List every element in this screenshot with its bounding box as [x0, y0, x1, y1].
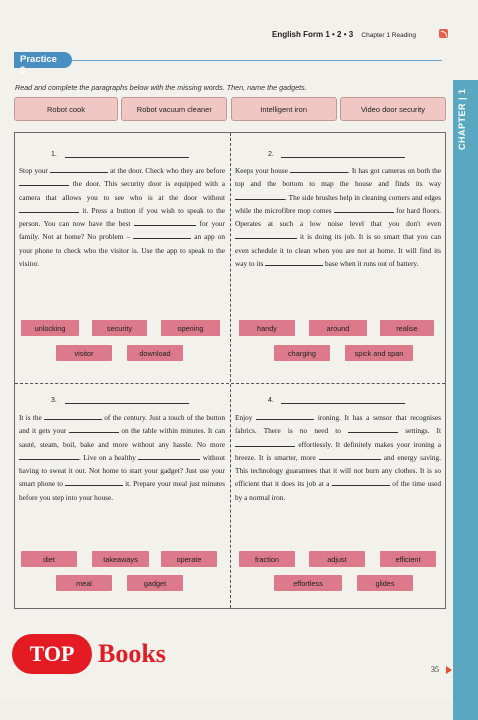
feed-icon	[439, 29, 448, 38]
answer-blank[interactable]	[50, 166, 108, 173]
word-box: fraction	[239, 551, 295, 567]
practice-label: Practice 3	[14, 52, 72, 68]
word-box: opening	[161, 320, 220, 336]
paragraph-text: . The side brushes help in cleaning corners and edges while the microfibre mop comes	[235, 192, 441, 215]
answer-blank[interactable]	[256, 413, 314, 420]
answer-blank[interactable]	[332, 479, 390, 486]
instruction-text: Read and complete the paragraphs below with the missing words. Then, name the gadgets.	[15, 83, 307, 92]
paragraph-text: effortlessly. It definitely makes your ironing a breeze. It is smarter, more	[235, 439, 441, 462]
paragraph	[19, 411, 225, 504]
paragraph-text: at the door. Check who they are before	[107, 166, 225, 175]
word-box: handy	[239, 320, 295, 336]
word-box: unlocking	[21, 320, 79, 336]
word-box: security	[92, 320, 147, 336]
word-box: effortless	[274, 575, 342, 591]
section-number: 4.	[268, 397, 274, 404]
answer-blank[interactable]	[65, 479, 123, 486]
paragraph-text: Keeps your house	[235, 166, 290, 175]
paragraph-text: base when it runs out of battery.	[323, 259, 419, 269]
word-box: efficient	[380, 551, 436, 567]
gadget-option: Robot vacuum cleaner	[121, 97, 227, 121]
paragraph-text: and energy saving. This technology guarantees that it will not burn any clothes. It is so efficient that it does its job at a	[235, 452, 441, 489]
answer-blank[interactable]	[19, 453, 79, 460]
word-box: glides	[357, 575, 413, 591]
paragraph	[19, 164, 225, 270]
paragraph-text: ironing. It has a sensor that recognises fabrics. There is no need to	[235, 413, 441, 436]
next-arrow-icon	[446, 666, 452, 674]
answer-blank[interactable]	[19, 179, 69, 186]
word-box: takeaways	[92, 551, 149, 567]
paragraph-text: for your family. Not at home? No problem –	[19, 219, 225, 242]
word-box: visitor	[56, 345, 112, 361]
book-title: English Form 1 • 2 • 3	[272, 30, 354, 39]
word-box: charging	[274, 345, 330, 361]
word-box: meal	[56, 575, 112, 591]
answer-line	[281, 157, 405, 158]
word-box: realise	[380, 320, 434, 336]
logo-text: Books	[98, 639, 166, 668]
exercise-grid	[14, 132, 446, 609]
paragraph-text: it is doing its job. It is so smart that you can even schedule it to clean when you are not at home. It will find its way to its	[235, 232, 441, 269]
answer-blank[interactable]	[290, 166, 348, 173]
paragraph-text: settings. It	[398, 426, 441, 436]
gadget-option: Robot cook	[14, 97, 118, 121]
word-box: adjust	[309, 551, 365, 567]
answer-blank[interactable]	[138, 453, 200, 460]
section-number: 1.	[51, 151, 57, 158]
paragraph-text: for hard floors. Operates at such a low noise level that you don't even	[235, 205, 441, 229]
answer-line	[65, 157, 189, 158]
word-box: diet	[21, 551, 77, 567]
paragraph-text: of the century. Just a touch of the button and it gets your	[19, 413, 225, 436]
word-box: operate	[161, 551, 217, 567]
paragraph-text: Enjoy	[235, 413, 257, 422]
answer-blank[interactable]	[235, 440, 295, 447]
gadget-option: Intelligent iron	[231, 97, 337, 121]
word-box: spick and span	[345, 345, 413, 361]
gadget-option: Video door security	[340, 97, 446, 121]
paragraph-text: on the table within minutes. It can sauté, steam, boil, bake and more without any hassle. No more	[19, 426, 225, 449]
answer-blank[interactable]	[133, 232, 191, 239]
section-number: 2.	[268, 151, 274, 158]
paragraph	[235, 411, 441, 504]
logo-badge: TOP	[12, 634, 92, 674]
paragraph-text: it. Press a button if you wish to speak to the person. You can now have the best	[19, 205, 225, 229]
divider	[15, 383, 445, 384]
paragraph-text: the door. This security door is equipped with a camera that allows you to see who is at the door without	[19, 179, 225, 202]
topbooks-logo	[12, 632, 166, 676]
paragraph-text: it. Prepare your meal just minutes before you step into your house.	[19, 479, 225, 502]
answer-blank[interactable]	[265, 259, 323, 266]
answer-line	[281, 403, 405, 404]
paragraph-text: an app on your phone to check who the visitor is. Use the app to speak to the visitor.	[19, 232, 225, 269]
paragraph-text: Stop your	[19, 166, 50, 175]
answer-blank[interactable]	[69, 426, 119, 433]
paragraph-text: It is the	[19, 413, 45, 422]
answer-blank[interactable]	[319, 453, 381, 460]
word-box: around	[309, 320, 367, 336]
answer-blank[interactable]	[134, 219, 196, 226]
page-number: 35	[431, 665, 439, 674]
paragraph-text: without having to sweat it out. Not home to start your gadget? Just use your smart phone to	[19, 452, 225, 489]
word-box: download	[127, 345, 183, 361]
answer-blank[interactable]	[235, 232, 297, 239]
chapter-ref: Chapter 1 Reading	[361, 32, 416, 39]
chapter-tab-label: CHAPTER | 1	[457, 88, 467, 150]
divider	[72, 60, 442, 61]
answer-blank[interactable]	[348, 426, 398, 433]
paragraph	[235, 164, 441, 270]
chapter-side-tab	[453, 80, 478, 720]
section-number: 3.	[51, 397, 57, 404]
paragraph-text: . Live on a healthy	[79, 452, 139, 462]
answer-blank[interactable]	[19, 206, 79, 213]
answer-line	[65, 403, 189, 404]
paragraph-text: . It has got cameras on both the top and the bottom to map the house and finds its way	[235, 166, 442, 189]
answer-blank[interactable]	[334, 206, 394, 213]
paragraph-text: of the time used by a normal iron.	[235, 479, 441, 502]
word-box: gadget	[127, 575, 183, 591]
running-header	[272, 30, 416, 39]
answer-blank[interactable]	[44, 413, 102, 420]
answer-blank[interactable]	[235, 193, 285, 200]
divider	[230, 133, 231, 608]
gadget-options	[14, 97, 446, 121]
